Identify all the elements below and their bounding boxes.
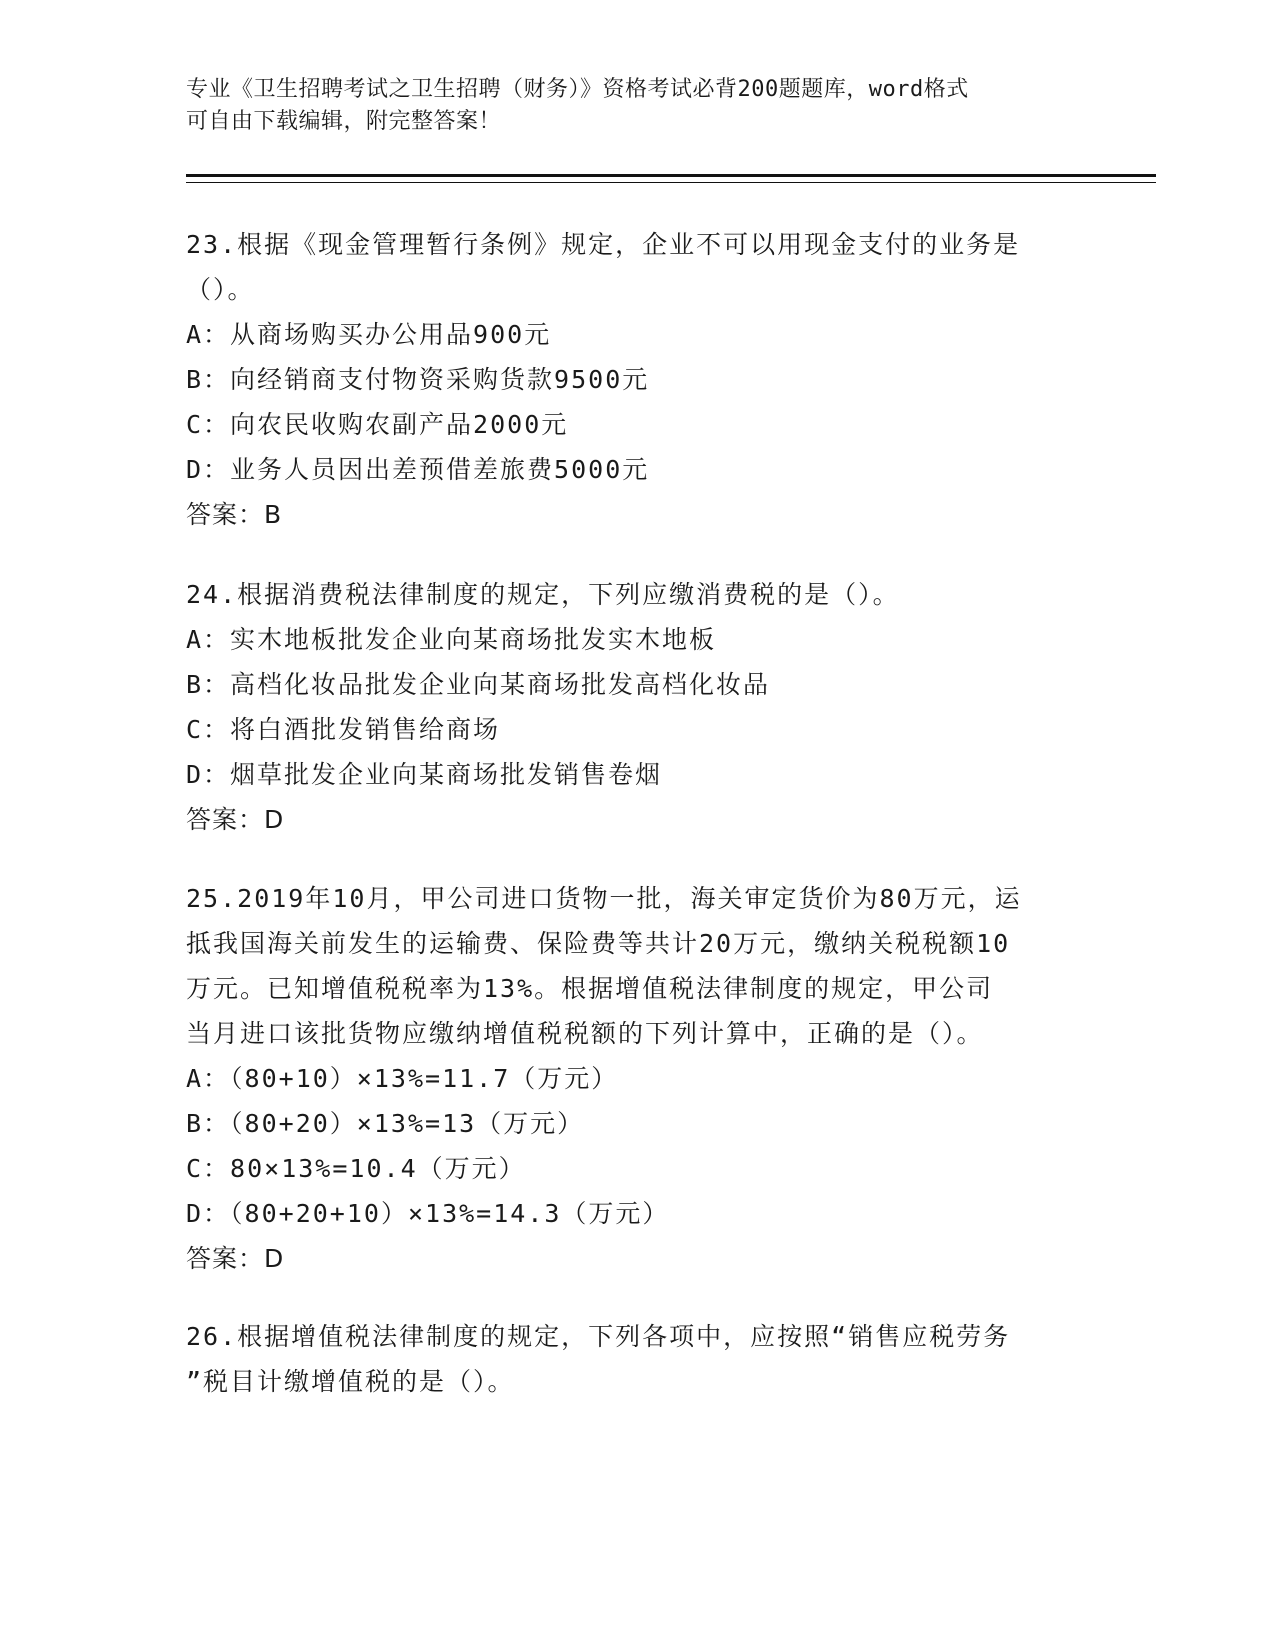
option-d: D：业务人员因出差预借差旅费5000元	[186, 455, 650, 484]
header-line-2: 可自由下载编辑，附完整答案！	[186, 109, 502, 134]
document-header	[186, 74, 1086, 138]
header-divider-thick	[186, 174, 1156, 177]
question-24	[186, 572, 1086, 842]
option-a: A：实木地板批发企业向某商场批发实木地板	[186, 625, 717, 654]
option-b: B：（80+20）×13%=13（万元）	[186, 1109, 585, 1138]
question-stem-line: 24.根据消费税法律制度的规定，下列应缴消费税的是（）。	[186, 580, 900, 609]
option-b: B：向经销商支付物资采购货款9500元	[186, 365, 650, 394]
option-b: B：高档化妆品批发企业向某商场批发高档化妆品	[186, 670, 771, 699]
question-26	[186, 1314, 1086, 1404]
question-stem-line: （）。	[186, 275, 255, 304]
question-stem-line: 抵我国海关前发生的运输费、保险费等共计20万元，缴纳关税税额10	[186, 929, 1011, 958]
header-divider-thin	[186, 182, 1156, 183]
question-stem-line: 26.根据增值税法律制度的规定，下列各项中，应按照“销售应税劳务	[186, 1322, 1011, 1351]
option-a: A：从商场购买办公用品900元	[186, 320, 552, 349]
option-a: A：（80+10）×13%=11.7（万元）	[186, 1064, 619, 1093]
question-stem-line: 23.根据《现金管理暂行条例》规定，企业不可以用现金支付的业务是	[186, 230, 1021, 259]
option-d: D：烟草批发企业向某商场批发销售卷烟	[186, 760, 663, 789]
question-stem-line: 当月进口该批货物应缴纳增值税税额的下列计算中，正确的是（）。	[186, 1019, 984, 1048]
option-d: D：（80+20+10）×13%=14.3（万元）	[186, 1199, 670, 1228]
question-stem-line: ”税目计缴增值税的是（）。	[186, 1367, 515, 1396]
option-c: C：将白酒批发销售给商场	[186, 715, 501, 744]
question-25	[186, 876, 1086, 1281]
option-c: C：向农民收购农副产品2000元	[186, 410, 569, 439]
option-c: C：80×13%=10.4（万元）	[186, 1154, 526, 1183]
question-stem-line: 25.2019年10月，甲公司进口货物一批，海关审定货价为80万元，运	[186, 884, 1022, 913]
answer-label: 答案：D	[186, 805, 285, 834]
answer-label: 答案：B	[186, 500, 283, 529]
question-23	[186, 222, 1086, 537]
header-line-1: 专业《卫生招聘考试之卫生招聘（财务）》资格考试必背200题题库，word格式	[186, 77, 969, 102]
question-stem-line: 万元。已知增值税税率为13%。根据增值税法律制度的规定，甲公司	[186, 974, 994, 1003]
answer-label: 答案：D	[186, 1244, 285, 1273]
